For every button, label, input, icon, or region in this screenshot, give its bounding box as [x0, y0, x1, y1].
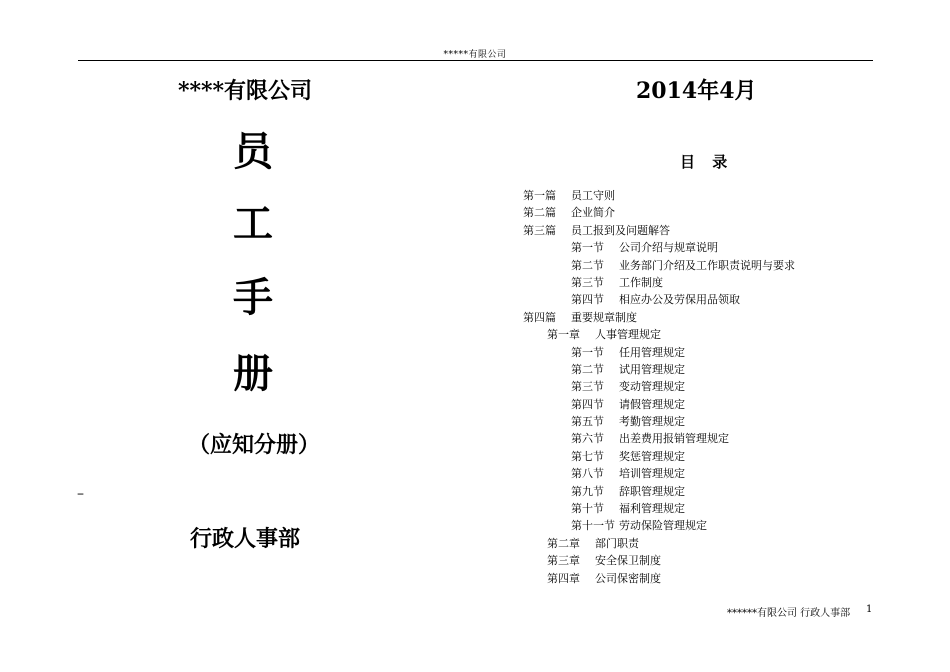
- table-of-contents: [523, 187, 863, 587]
- toc-entry-title: 部门职责: [595, 536, 639, 550]
- toc-entry-title: 任用管理规定: [619, 345, 685, 359]
- toc-entry: [523, 204, 863, 221]
- toc-entry-number: 第十节: [571, 502, 604, 516]
- toc-entry: [523, 517, 863, 534]
- toc-entry: [523, 570, 863, 587]
- toc-entry-title: 工作制度: [619, 275, 663, 289]
- toc-entry: [523, 361, 863, 378]
- toc-entry: [523, 291, 863, 308]
- toc-entry: [523, 187, 863, 204]
- page-number: 1: [866, 604, 873, 615]
- toc-entry-number: 第四节: [571, 293, 604, 307]
- toc-entry-number: 第二章: [547, 536, 580, 550]
- toc-entry: [523, 274, 863, 291]
- dash-mark: –: [77, 486, 84, 502]
- toc-entry: [523, 257, 863, 274]
- title-char-2: 工: [233, 200, 273, 247]
- toc-entry: [523, 326, 863, 343]
- toc-entry: [523, 413, 863, 430]
- toc-entry-title: 企业简介: [571, 206, 615, 220]
- toc-entry: [523, 378, 863, 395]
- toc-entry-number: 第九节: [571, 484, 604, 498]
- toc-entry-number: 第二篇: [523, 206, 556, 220]
- toc-entry-title: 奖惩管理规定: [619, 449, 685, 463]
- toc-entry-number: 第十一节: [571, 519, 615, 533]
- toc-entry: [523, 309, 863, 326]
- toc-entry-title: 公司介绍与规章说明: [619, 241, 718, 255]
- toc-entry-number: 第三节: [571, 275, 604, 289]
- toc-entry-title: 安全保卫制度: [595, 554, 661, 568]
- toc-entry: [523, 239, 863, 256]
- toc-entry-number: 第三节: [571, 380, 604, 394]
- toc-entry: [523, 448, 863, 465]
- toc-entry: [523, 500, 863, 517]
- toc-entry: [523, 222, 863, 239]
- company-name: ****有限公司: [178, 78, 313, 104]
- toc-entry-title: 业务部门介绍及工作职责说明与要求: [619, 258, 795, 272]
- toc-entry-title: 员工守则: [571, 189, 615, 202]
- toc-entry-number: 第一节: [571, 345, 604, 359]
- title-char-1: 员: [233, 128, 273, 175]
- toc-entry-number: 第三章: [547, 554, 580, 568]
- toc-entry: [523, 344, 863, 361]
- toc-entry-number: 第二节: [571, 362, 604, 376]
- toc-entry-number: 第二节: [571, 258, 604, 272]
- document-date: 2014年4月: [636, 78, 757, 104]
- toc-entry-number: 第一节: [571, 241, 604, 255]
- toc-entry-number: 第五节: [571, 415, 604, 429]
- title-char-4: 册: [233, 350, 273, 397]
- toc-entry-title: 福利管理规定: [619, 502, 685, 516]
- toc-entry: [523, 396, 863, 413]
- subtitle: （应知分册）: [188, 432, 321, 458]
- toc-entry-title: 出差费用报销管理规定: [619, 432, 729, 446]
- toc-entry: [523, 430, 863, 447]
- toc-entry-title: 重要规章制度: [571, 310, 637, 324]
- toc-entry-number: 第四篇: [523, 310, 556, 324]
- toc-entry-title: 变动管理规定: [619, 380, 685, 394]
- header-rule: [78, 60, 873, 61]
- page-header: *****有限公司: [443, 50, 507, 60]
- toc-entry: [523, 483, 863, 500]
- toc-entry-title: 员工报到及问题解答: [571, 223, 670, 237]
- department-name: 行政人事部: [190, 526, 301, 552]
- toc-entry-number: 第一篇: [523, 189, 556, 202]
- toc-entry-title: 劳动保险管理规定: [619, 519, 707, 533]
- toc-entry: [523, 552, 863, 569]
- toc-entry-number: 第四节: [571, 397, 604, 411]
- toc-entry-number: 第六节: [571, 432, 604, 446]
- toc-entry-number: 第三篇: [523, 223, 556, 237]
- toc-entry-title: 人事管理规定: [595, 328, 661, 342]
- title-char-3: 手: [233, 274, 273, 321]
- toc-entry-title: 试用管理规定: [619, 362, 685, 376]
- toc-entry-title: 辞职管理规定: [619, 484, 685, 498]
- toc-heading: 目 录: [680, 153, 734, 171]
- toc-entry-number: 第八节: [571, 467, 604, 481]
- toc-entry-title: 考勤管理规定: [619, 415, 685, 429]
- toc-entry-title: 请假管理规定: [619, 397, 685, 411]
- toc-entry-number: 第七节: [571, 449, 604, 463]
- toc-entry-title: 培训管理规定: [619, 467, 685, 481]
- toc-entry-number: 第四章: [547, 571, 580, 585]
- toc-entry-title: 公司保密制度: [595, 571, 661, 585]
- toc-entry-title: 相应办公及劳保用品领取: [619, 293, 740, 307]
- page-footer: ******有限公司 行政人事部: [727, 608, 851, 619]
- toc-entry-number: 第一章: [547, 328, 580, 342]
- toc-entry: [523, 465, 863, 482]
- toc-entry: [523, 535, 863, 552]
